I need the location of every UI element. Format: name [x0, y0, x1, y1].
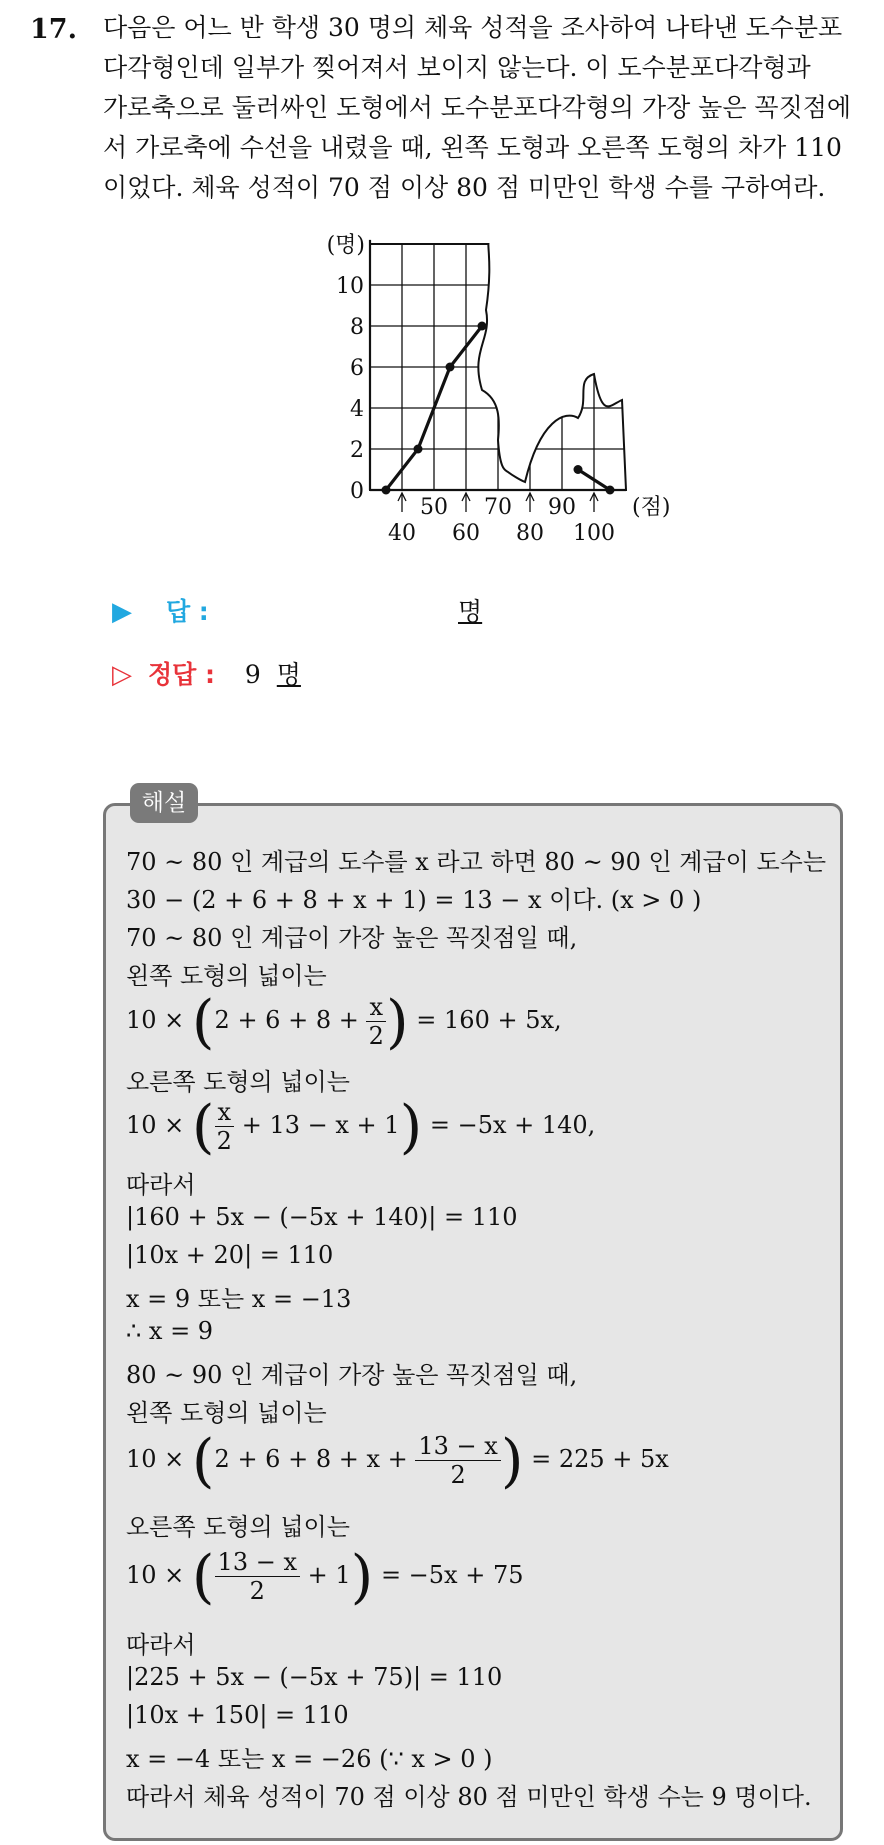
y-tick-label: 10 — [336, 274, 364, 299]
polygon-right-point — [606, 486, 615, 495]
denominator: 2 — [368, 1022, 384, 1050]
denominator: 2 — [216, 1127, 232, 1155]
solution-line: |225 + 5x − (−5x + 75)| = 110 — [126, 1663, 503, 1691]
solution-line: 70 ~ 80 인 계급이 가장 높은 꼭짓점일 때, — [126, 924, 578, 952]
eq-part: 10 × — [126, 1111, 192, 1139]
left-paren: ( — [191, 1542, 215, 1611]
question-number: 17. — [30, 14, 77, 45]
solution-line: x = −4 또는 x = −26 (∵ x > 0 ) — [126, 1745, 493, 1773]
solution-equation — [126, 1092, 596, 1161]
solution-line: |160 + 5x − (−5x + 140)| = 110 — [126, 1203, 518, 1231]
solution-equation — [126, 1426, 669, 1495]
outline-triangle-icon: ▷ — [112, 660, 132, 690]
correct-answer-label: 정답 : — [147, 660, 215, 689]
eq-part: 2 + 6 + 8 + x + — [214, 1445, 416, 1473]
x-tick-label: 50 — [420, 495, 448, 520]
y-tick-label: 8 — [350, 315, 364, 340]
right-paren: ) — [350, 1542, 374, 1611]
denominator: 2 — [450, 1461, 466, 1489]
y-tick-label: 0 — [350, 479, 364, 504]
solution-line: 따라서 — [126, 1631, 196, 1659]
frequency-polygon-graph — [0, 0, 884, 560]
solution-line: ∴ x = 9 — [126, 1317, 214, 1345]
eq-part: 10 × — [126, 1561, 192, 1589]
play-triangle-icon: ▶ — [112, 597, 132, 627]
right-paren: ) — [500, 1426, 524, 1495]
eq-part: + 1 — [307, 1561, 351, 1589]
y-tick-label: 4 — [350, 397, 364, 422]
solution-line: |10x + 20| = 110 — [126, 1241, 334, 1269]
eq-part: = −5x + 75 — [380, 1561, 524, 1589]
correct-answer-unit: 명 — [276, 660, 301, 689]
fraction — [415, 1432, 500, 1489]
polygon-left-point — [414, 445, 423, 454]
eq-part: = −5x + 140, — [429, 1111, 596, 1139]
correct-answer-row — [112, 655, 301, 691]
y-tick-label: 2 — [350, 438, 364, 463]
answer-blank-unit[interactable]: 명 — [458, 597, 483, 626]
question-line: 서 가로축에 수선을 내렸을 때, 왼쪽 도형과 오른쪽 도형의 차가 110 — [103, 133, 842, 162]
left-paren: ( — [191, 1426, 215, 1495]
right-paren: ) — [399, 1092, 423, 1161]
y-unit-label: (명) — [326, 233, 365, 258]
answer-row — [112, 592, 209, 628]
graph-grid — [370, 244, 626, 490]
solution-line: 따라서 체육 성적이 70 점 이상 80 점 미만인 학생 수는 9 명이다. — [126, 1783, 812, 1811]
solution-line: 70 ~ 80 인 계급의 도수를 x 라고 하면 80 ~ 90 인 계급이 도수는 — [126, 848, 827, 876]
fraction — [215, 1548, 300, 1605]
question-line: 다각형인데 일부가 찢어져서 보이지 않는다. 이 도수분포다각형과 — [103, 53, 811, 82]
numerator: 13 − x — [215, 1548, 300, 1577]
x-unit-label: (점) — [632, 495, 671, 520]
solution-line: 오른쪽 도형의 넓이는 — [126, 1068, 350, 1096]
x-tick-label: 40 — [388, 521, 416, 546]
solution-line: 80 ~ 90 인 계급이 가장 높은 꼭짓점일 때, — [126, 1361, 578, 1389]
x-tick-label: 90 — [548, 495, 576, 520]
solution-line: 왼쪽 도형의 넓이는 — [126, 1399, 327, 1427]
y-tick-label: 6 — [350, 356, 364, 381]
fraction — [215, 1098, 235, 1155]
numerator: x — [366, 993, 386, 1022]
polygon-left-point — [446, 363, 455, 372]
eq-part: 2 + 6 + 8 + — [214, 1006, 367, 1034]
solution-line: x = 9 또는 x = −13 — [126, 1285, 352, 1313]
solution-line: 따라서 — [126, 1171, 196, 1199]
polygon-left-point — [382, 486, 391, 495]
x-tick-label: 70 — [484, 495, 512, 520]
denominator: 2 — [249, 1577, 265, 1605]
x-tick-label: 80 — [516, 521, 544, 546]
right-paren: ) — [386, 987, 409, 1056]
solution-line: 30 − (2 + 6 + 8 + x + 1) = 13 − x 이다. (x > 0 ) — [126, 886, 702, 914]
left-paren: ( — [191, 987, 215, 1056]
eq-part: + 13 − x + 1 — [241, 1111, 400, 1139]
solution-line: 오른쪽 도형의 넓이는 — [126, 1513, 350, 1541]
x-tick-label: 60 — [452, 521, 480, 546]
left-paren: ( — [191, 1092, 215, 1161]
eq-part: = 225 + 5x — [531, 1445, 669, 1473]
answer-label: 답 : — [165, 597, 209, 626]
polygon-right-point — [574, 465, 583, 474]
solution-equation — [126, 1542, 524, 1611]
solution-line: |10x + 150| = 110 — [126, 1701, 349, 1729]
eq-part: 10 × — [126, 1006, 192, 1034]
x-tick-label: 100 — [573, 521, 615, 546]
question-line: 다음은 어느 반 학생 30 명의 체육 성적을 조사하여 나타낸 도수분포 — [103, 13, 843, 42]
question-line: 이었다. 체육 성적이 70 점 이상 80 점 미만인 학생 수를 구하여라. — [103, 173, 826, 202]
numerator: 13 − x — [415, 1432, 500, 1461]
solution-tag: 해설 — [130, 783, 198, 823]
polygon-left-point — [478, 322, 487, 331]
eq-part: = 160 + 5x, — [416, 1006, 562, 1034]
correct-answer-value: 9 — [244, 660, 261, 689]
solution-line: 왼쪽 도형의 넓이는 — [126, 962, 327, 990]
numerator: x — [215, 1098, 235, 1127]
fraction — [366, 993, 386, 1050]
question-line: 가로축으로 둘러싸인 도형에서 도수분포다각형의 가장 높은 꼭짓점에 — [103, 93, 852, 122]
eq-part: 10 × — [126, 1445, 192, 1473]
solution-equation — [126, 987, 562, 1056]
